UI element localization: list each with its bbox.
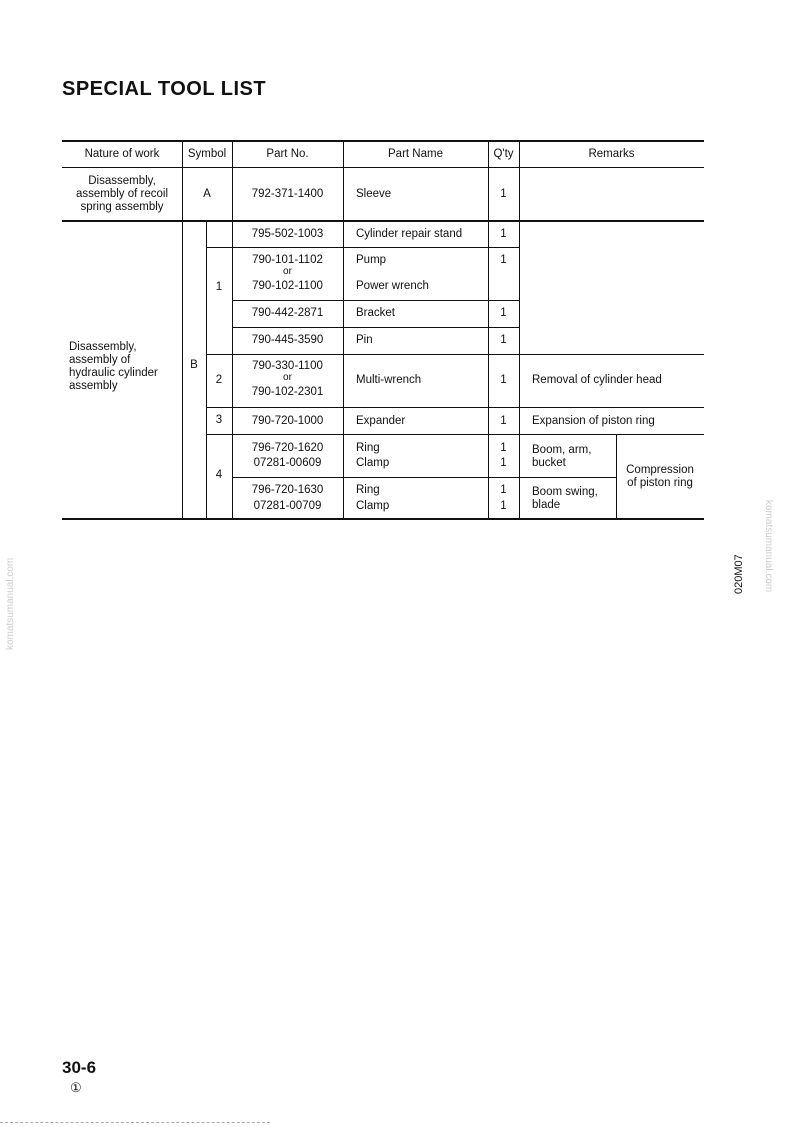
nature-cell: [62, 175, 182, 214]
col-rule: [519, 140, 520, 520]
remark-cell: Removal of cylinder head: [532, 374, 662, 386]
part-name-cell: Ring: [356, 442, 380, 454]
part-no-cell: 790-720-1000: [251, 415, 324, 427]
row-rule: [232, 477, 616, 478]
part-no-cell: 07281-00609: [253, 457, 322, 469]
header-part-name: Part Name: [388, 148, 443, 160]
symbol-cell: A: [203, 188, 211, 200]
qty-cell: 1: [500, 307, 507, 319]
page-title: SPECIAL TOOL LIST: [62, 78, 267, 100]
qty-cell: 1: [500, 254, 507, 266]
revision-mark: ①: [70, 1080, 82, 1095]
nature-line: spring assembly: [80, 201, 164, 213]
nature-cell: [69, 341, 158, 393]
qty-cell: 1: [500, 484, 507, 496]
or-label: or: [283, 266, 292, 277]
part-name-cell: Cylinder repair stand: [356, 228, 463, 240]
sub-number: 4: [215, 469, 223, 481]
qty-cell: 1: [500, 457, 507, 469]
qty-cell: 1: [500, 374, 507, 386]
part-name-cell: Ring: [356, 484, 380, 496]
header-nature: Nature of work: [84, 148, 160, 160]
part-no-cell: 790-102-1100: [252, 280, 323, 292]
row-rule: [206, 407, 704, 408]
table-top-rule: [62, 140, 704, 142]
header-qty: Q'ty: [493, 148, 514, 160]
table-bottom-rule: [62, 518, 704, 520]
symbol-cell: B: [190, 359, 198, 371]
row-rule: [232, 327, 519, 328]
part-name-cell: Expander: [356, 415, 406, 427]
header-bottom-rule: [62, 167, 704, 168]
remark-cell: blade: [532, 499, 561, 511]
header-part-no: Part No.: [266, 148, 309, 160]
nature-line: assembly of recoil: [75, 188, 169, 200]
part-no-cell: 07281-00709: [253, 500, 322, 512]
page-number: 30-6: [62, 1058, 97, 1077]
remark-cell: Boom swing,: [532, 486, 598, 498]
nature-line: Disassembly,: [69, 341, 137, 353]
figure-code: 020M07: [733, 554, 745, 594]
remark-line: of piston ring: [627, 477, 693, 489]
qty-cell: 1: [500, 188, 507, 200]
header-remarks: Remarks: [588, 148, 635, 160]
sub-number: 2: [215, 374, 223, 386]
row-rule: [206, 354, 704, 355]
remark-cell: Expansion of piston ring: [532, 415, 655, 427]
nature-line: assembly of: [69, 354, 131, 366]
remark-cell: Boom, arm,: [532, 444, 592, 456]
qty-cell: 1: [500, 334, 507, 346]
remark-cell: bucket: [532, 457, 566, 469]
qty-cell: 1: [500, 500, 507, 512]
part-no-cell: 790-442-2871: [251, 307, 324, 319]
part-name-cell: Pin: [356, 334, 373, 346]
watermark-right: komatsumanual.com: [763, 500, 774, 593]
part-no-cell: 795-502-1003: [251, 228, 324, 240]
nature-line: hydraulic cylinder: [69, 367, 158, 379]
part-name-cell: Sleeve: [356, 188, 392, 200]
qty-cell: 1: [500, 415, 507, 427]
part-no-cell: 790-445-3590: [251, 334, 324, 346]
col-rule: [343, 140, 344, 520]
row-rule: [206, 247, 519, 248]
special-tool-table: [62, 140, 704, 520]
nature-line: assembly: [69, 380, 118, 392]
footer-rule: [0, 1122, 270, 1123]
watermark-left: komatsumanual.com: [5, 557, 16, 650]
row-rule: [206, 434, 704, 435]
part-name-cell: Bracket: [356, 307, 395, 319]
group-a-bottom-rule: [62, 220, 704, 222]
part-name-cell: Clamp: [356, 457, 390, 469]
part-no-cell: 792-371-1400: [251, 188, 324, 200]
part-no-cell: 796-720-1620: [251, 442, 324, 454]
remark-cell: [616, 464, 704, 490]
part-name-cell: Pump: [356, 254, 387, 266]
part-name-cell: Multi-wrench: [356, 374, 422, 386]
part-no-cell: 790-101-1102: [252, 254, 323, 266]
part-no-cell: 790-102-2301: [251, 386, 324, 398]
sub-number: 3: [215, 414, 223, 426]
sub-number: 1: [215, 281, 223, 293]
part-name-cell: Power wrench: [356, 280, 429, 292]
part-no-cell: 796-720-1630: [251, 484, 324, 496]
remark-line: Compression: [626, 464, 694, 476]
or-label: or: [283, 372, 292, 383]
nature-line: Disassembly,: [88, 175, 156, 187]
qty-cell: 1: [500, 228, 507, 240]
header-symbol: Symbol: [187, 148, 227, 160]
part-no-cell: 790-330-1100: [252, 360, 323, 372]
part-name-cell: Clamp: [356, 500, 390, 512]
row-rule: [232, 300, 519, 301]
qty-cell: 1: [500, 442, 507, 454]
